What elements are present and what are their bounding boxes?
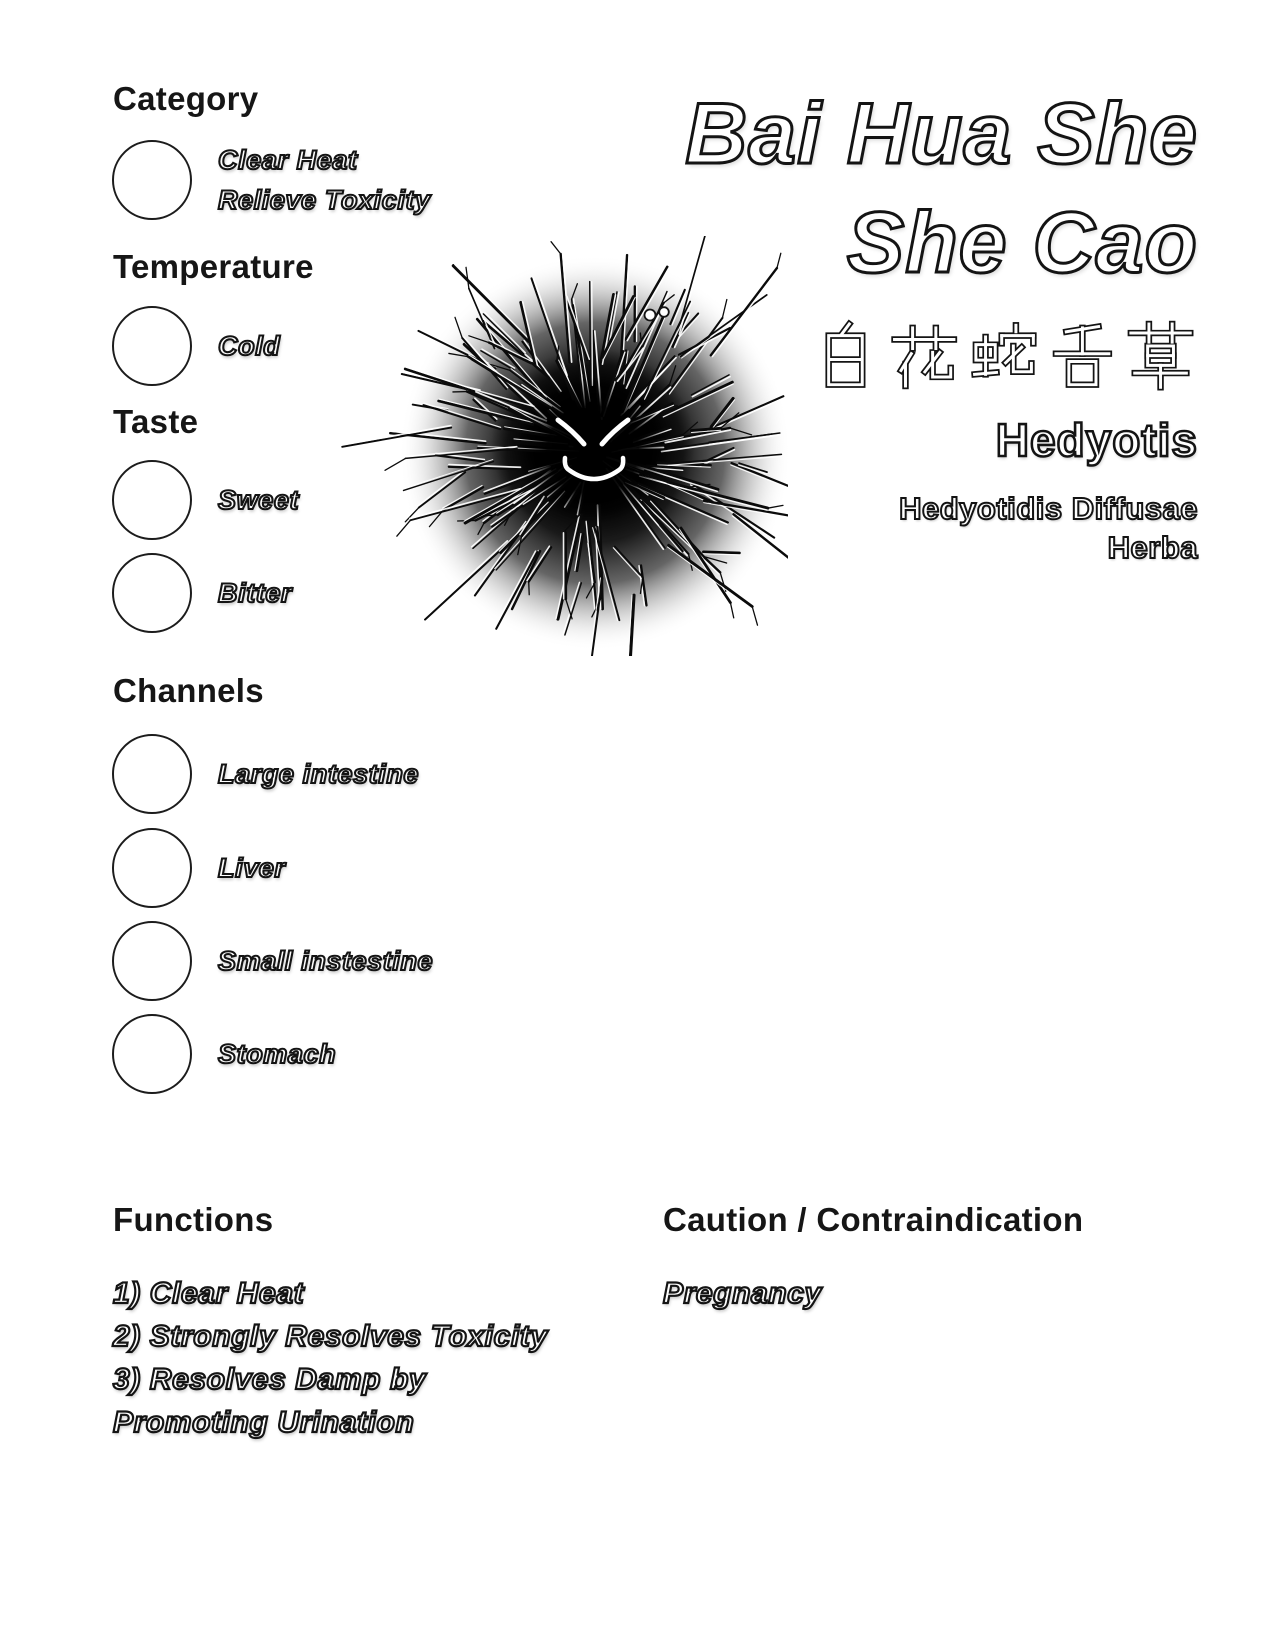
pharmaceutical-name-line-1: Hedyotidis Diffusae xyxy=(899,491,1198,526)
function-line-2: 2) Strongly Resolves Toxicity xyxy=(113,1320,548,1353)
taste-sweet-label-text: Sweet xyxy=(218,485,300,515)
caution-line-1: Pregnancy xyxy=(663,1277,822,1310)
taste-bitter-label xyxy=(218,573,292,613)
checkbox-circle-cold[interactable] xyxy=(112,306,192,386)
genus-name: Hedyotis xyxy=(995,414,1198,466)
checkbox-circle-large-intestine[interactable] xyxy=(112,734,192,814)
category-label-line-2: Relieve Toxicity xyxy=(218,185,431,215)
pinyin-title-line-1: Bai Hua She xyxy=(685,86,1198,182)
channel-stomach-label xyxy=(218,1034,336,1074)
taste-sweet-label xyxy=(218,480,299,520)
category-label xyxy=(218,140,431,220)
face-shadow-core xyxy=(517,377,669,523)
category-label-line-1: Clear Heat xyxy=(218,145,358,175)
chinese-name xyxy=(808,317,1198,393)
checkbox-circle-stomach[interactable] xyxy=(112,1014,192,1094)
channel-liver-label-text: Liver xyxy=(218,853,286,883)
channel-small-intestine-label xyxy=(218,941,433,981)
taste-heading: Taste xyxy=(113,403,199,440)
caution-heading: Caution / Contraindication xyxy=(663,1201,1084,1238)
function-line-4: Promoting Urination xyxy=(113,1406,415,1439)
temperature-label-line-1: Cold xyxy=(218,331,281,361)
function-line-3: 3) Resolves Damp by xyxy=(113,1363,427,1396)
channel-large-intestine-label xyxy=(218,754,419,794)
pinyin-title-line-2: She Cao xyxy=(846,195,1198,291)
checkbox-circle-sweet[interactable] xyxy=(112,460,192,540)
channel-large-intestine-label-text: Large intestine xyxy=(218,759,420,789)
category-row-clear-heat xyxy=(112,139,431,221)
taste-row-sweet xyxy=(112,459,299,541)
checkbox-circle-small-intestine[interactable] xyxy=(112,921,192,1001)
function-line-1: 1) Clear Heat xyxy=(113,1277,305,1310)
channel-row-small-intestine xyxy=(112,920,433,1002)
temperature-heading: Temperature xyxy=(113,248,314,285)
channel-row-stomach xyxy=(112,1013,336,1095)
functions-list xyxy=(113,1272,548,1444)
pharmaceutical-name-line-2: Herba xyxy=(1107,530,1198,565)
temperature-row-cold xyxy=(112,305,280,387)
channel-small-intestine-label-text: Small instestine xyxy=(218,946,434,976)
channel-liver-label xyxy=(218,848,286,888)
channel-row-liver xyxy=(112,827,286,909)
taste-bitter-label-text: Bitter xyxy=(218,578,293,608)
taste-row-bitter xyxy=(112,552,292,634)
category-heading: Category xyxy=(113,80,259,117)
channels-heading: Channels xyxy=(113,672,264,709)
checkbox-circle-liver[interactable] xyxy=(112,828,192,908)
channel-row-large-intestine xyxy=(112,733,419,815)
herb-illustration xyxy=(328,236,788,656)
checkbox-circle-bitter[interactable] xyxy=(112,553,192,633)
caution-list xyxy=(663,1272,822,1315)
functions-heading: Functions xyxy=(113,1201,274,1238)
checkbox-circle-clear-heat[interactable] xyxy=(112,140,192,220)
channel-stomach-label-text: Stomach xyxy=(218,1039,337,1069)
temperature-label xyxy=(218,326,280,366)
